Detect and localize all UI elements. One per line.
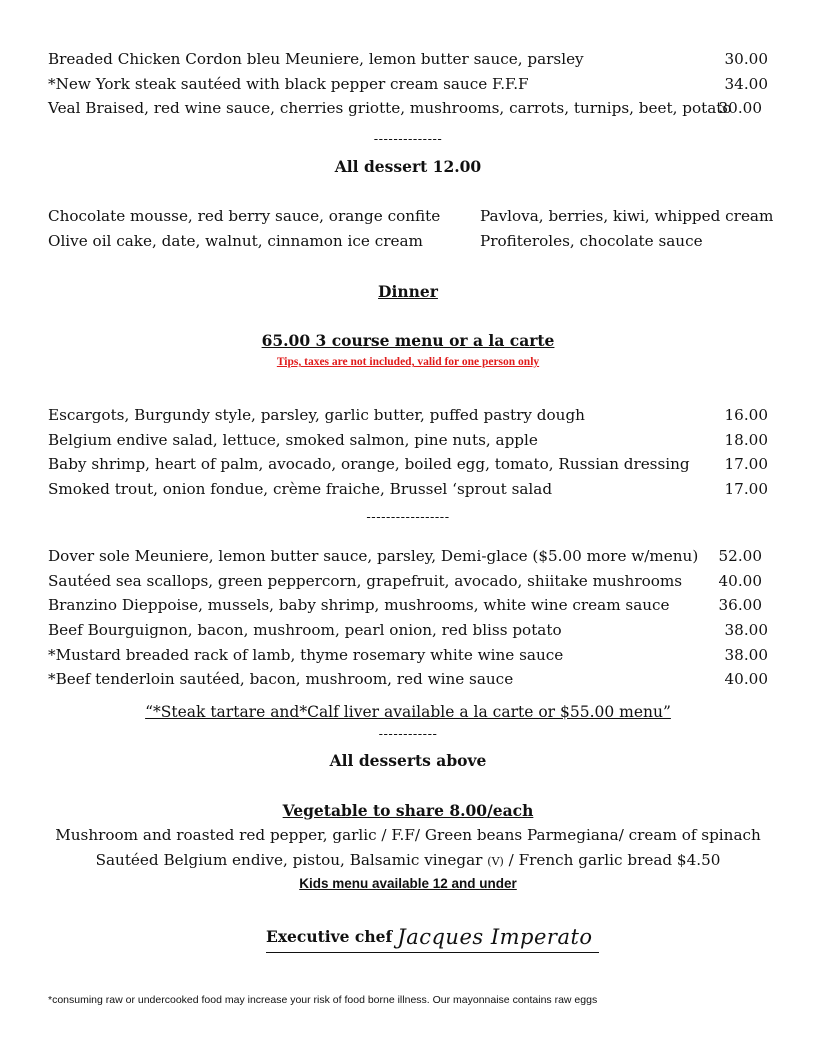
kids-menu-note: Kids menu available 12 and under bbox=[299, 876, 517, 891]
separator: ----------------- bbox=[366, 510, 450, 525]
chef-label: Executive chef bbox=[266, 927, 393, 946]
menu-item-price: 40.00 bbox=[718, 572, 762, 590]
menu-item-name: Smoked trout, onion fondue, crème fraiche, Brussel ‘sprout salad bbox=[48, 480, 553, 498]
menu-item-price: 38.00 bbox=[724, 621, 768, 639]
menu-item-price: 18.00 bbox=[724, 431, 768, 449]
menu-item-name: Branzino Dieppoise, mussels, baby shrimp, mushrooms, white wine cream sauce bbox=[48, 596, 670, 614]
menu-item-price: 36.00 bbox=[718, 596, 762, 614]
vegetable-heading: Vegetable to share 8.00/each bbox=[282, 801, 534, 820]
menu-item-name: *New York steak sautéed with black pepper cream sauce F.F.F bbox=[48, 75, 529, 93]
dessert-item: Pavlova, berries, kiwi, whipped cream bbox=[480, 207, 774, 225]
vegetable-line: Mushroom and roasted red pepper, garlic / F.F/ Green beans Parmegiana/ cream of spinach bbox=[55, 826, 761, 844]
dessert-heading: All dessert 12.00 bbox=[334, 157, 482, 176]
dessert-item: Profiteroles, chocolate sauce bbox=[480, 232, 703, 250]
menu-item-price: 40.00 bbox=[724, 670, 768, 688]
menu-item bbox=[48, 48, 768, 70]
menu-item-name: Baby shrimp, heart of palm, avocado, orange, boiled egg, tomato, Russian dressing bbox=[48, 455, 690, 473]
menu-item bbox=[48, 73, 768, 95]
menu-item-price: 17.00 bbox=[724, 455, 768, 473]
vegan-mark: (V) bbox=[487, 855, 504, 868]
menu-item-name: Belgium endive salad, lettuce, smoked salmon, pine nuts, apple bbox=[48, 431, 538, 449]
desserts-above: All desserts above bbox=[329, 751, 487, 770]
chef-signature-line bbox=[266, 924, 599, 953]
menu-item-name: Dover sole Meuniere, lemon butter sauce, parsley, Demi-glace ($5.00 more w/menu) bbox=[48, 547, 699, 565]
menu-item bbox=[48, 594, 768, 616]
menu-item-price: 17.00 bbox=[724, 480, 768, 498]
menu-item-name: *Beef tenderloin sautéed, bacon, mushroom, red wine sauce bbox=[48, 670, 514, 688]
vegetable-line-part: Sautéed Belgium endive, pistou, Balsamic vinegar bbox=[95, 851, 483, 869]
menu-item-price: 16.00 bbox=[724, 406, 768, 424]
chef-signature: Jacques Imperato bbox=[397, 925, 593, 949]
menu-item-price: 38.00 bbox=[724, 646, 768, 664]
menu-item-name: *Mustard breaded rack of lamb, thyme rosemary white wine sauce bbox=[48, 646, 564, 664]
menu-item-name: Escargots, Burgundy style, parsley, garlic butter, puffed pastry dough bbox=[48, 406, 585, 424]
vegetable-line bbox=[0, 849, 816, 873]
separator: -------------- bbox=[373, 132, 443, 147]
menu-item bbox=[48, 478, 768, 500]
menu-item-price: 30.00 bbox=[718, 99, 762, 117]
menu-item bbox=[48, 545, 768, 567]
menu-item bbox=[48, 404, 768, 426]
menu-item bbox=[48, 570, 768, 592]
dessert-item: Chocolate mousse, red berry sauce, orange confite bbox=[48, 207, 441, 225]
menu-item-name: Veal Braised, red wine sauce, cherries griotte, mushrooms, carrots, turnips, beet, potato bbox=[48, 99, 732, 117]
menu-item-price: 52.00 bbox=[718, 547, 762, 565]
dinner-heading: Dinner bbox=[378, 282, 438, 301]
menu-item-price: 34.00 bbox=[724, 75, 768, 93]
menu-item-price: 30.00 bbox=[724, 50, 768, 68]
menu-item bbox=[48, 668, 768, 690]
menu-item bbox=[48, 429, 768, 451]
menu-item bbox=[48, 453, 768, 475]
vegetable-line-part: / French garlic bread $4.50 bbox=[508, 851, 721, 869]
menu-item-name: Beef Bourguignon, bacon, mushroom, pearl onion, red bliss potato bbox=[48, 621, 562, 639]
menu-item bbox=[48, 644, 768, 666]
menu-item bbox=[48, 97, 768, 119]
menu-item bbox=[48, 619, 768, 641]
menu-item-name: Breaded Chicken Cordon bleu Meuniere, lemon butter sauce, parsley bbox=[48, 50, 584, 68]
separator: ------------ bbox=[378, 727, 438, 742]
dinner-subtitle: 65.00 3 course menu or a la carte bbox=[261, 331, 555, 350]
dinner-note: Tips, taxes are not included, valid for one person only bbox=[276, 356, 540, 368]
steak-note: “*Steak tartare and*Calf liver available a la carte or $55.00 menu” bbox=[145, 703, 671, 721]
dessert-item: Olive oil cake, date, walnut, cinnamon ice cream bbox=[48, 232, 423, 250]
footer-disclaimer: *consuming raw or undercooked food may increase your risk of food borne illness. Our mayonnaise contains raw eggs bbox=[48, 994, 598, 1006]
menu-item-name: Sautéed sea scallops, green peppercorn, grapefruit, avocado, shiitake mushrooms bbox=[48, 572, 683, 590]
